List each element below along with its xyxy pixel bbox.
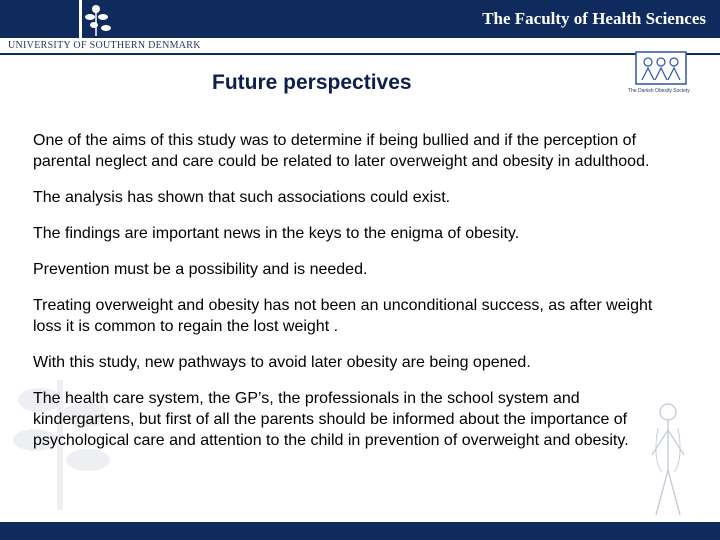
university-name: UNIVERSITY OF SOUTHERN DENMARK [8,40,201,51]
society-name: The Danish Obesity Society [628,88,690,94]
paragraph: The findings are important news in the keys to the enigma of obesity. [33,225,520,242]
paragraph: The health care system, the GP’s, the professionals in the school system and kindergartens, but first of all the parents should be informed about the importance of psychological care and attention to the child in prevention of overweight and obesity. [33,390,629,449]
faculty-name: The Faculty of Health Sciences [482,9,706,28]
slide-content [33,130,683,466]
paragraph: Treating overweight and obesity has not been an unconditional success, as after weight loss it is common to regain the lost weight . [33,297,653,335]
header-bar [0,0,720,38]
paragraph: The analysis has shown that such associations could exist. [33,189,451,206]
university-tree-logo-icon [70,0,122,38]
slide-title: Future perspectives [212,71,412,94]
paragraph: One of the aims of this study was to determine if being bullied and if the perception of parental neglect and care could be related to later overweight and obesity in adulthood. [33,132,650,170]
paragraph: With this study, new pathways to avoid later obesity are being opened. [33,354,531,371]
paragraph: Prevention must be a possibility and is needed. [33,261,368,278]
header-divider [0,53,720,55]
footer-bar [0,522,720,540]
human-figure-icon [642,400,694,520]
